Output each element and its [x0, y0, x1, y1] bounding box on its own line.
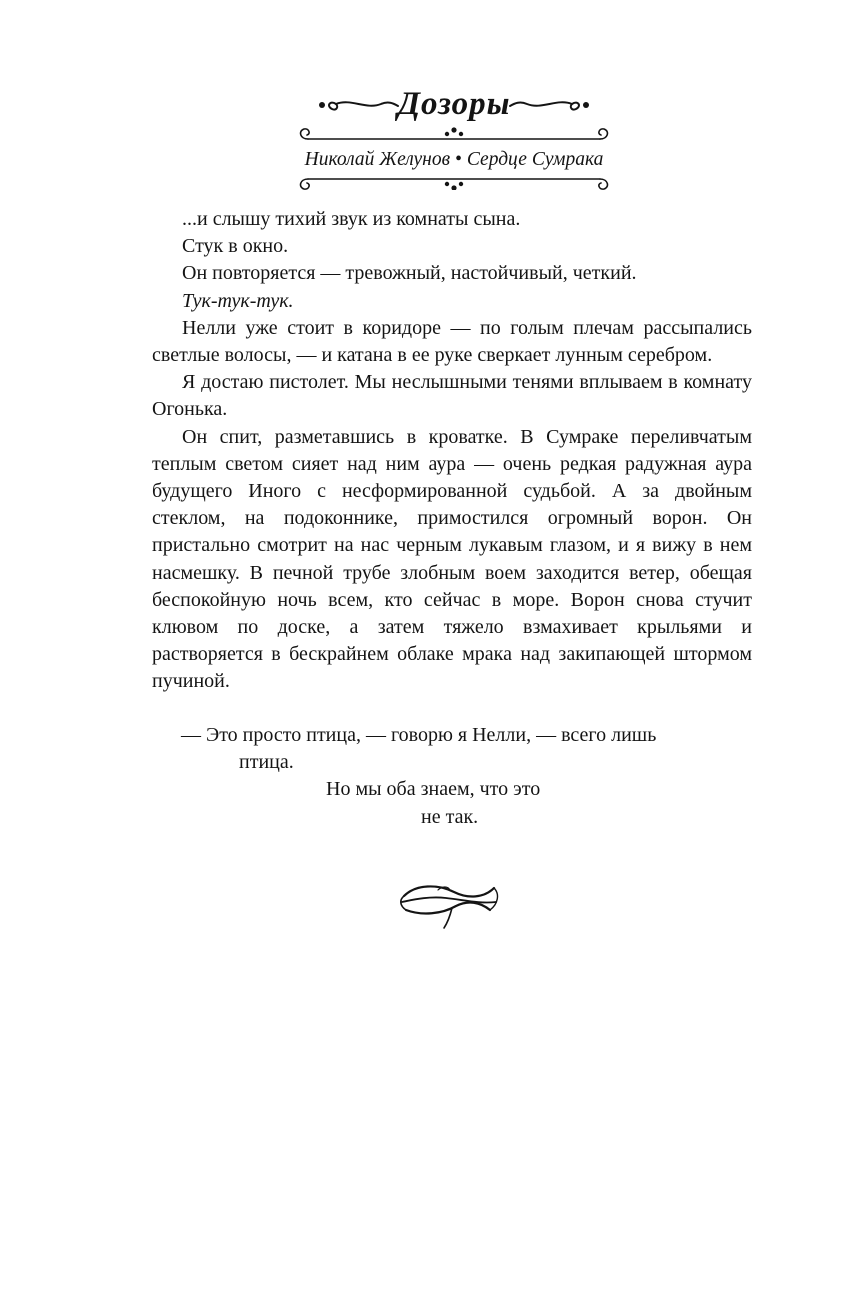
- book-title: Сердце Сумрака: [466, 149, 604, 170]
- paragraph: Я достаю пистолет. Мы неслышными тенями вплываем в комнату Огонька.: [152, 371, 752, 421]
- paragraph: Он повторяется — тревожный, настойчивый, четкий.: [182, 262, 637, 285]
- running-header: [296, 78, 612, 190]
- paragraph: Стук в окно.: [182, 235, 289, 258]
- lower-rule-dots: [445, 182, 463, 190]
- paragraph: Нелли уже стоит в коридоре — по голым плечам рассыпались светлые волосы, — и катана в ее руке сверкает лунным серебром.: [152, 316, 752, 367]
- end-flourish-ornament: [398, 876, 500, 930]
- paragraph: Он спит, разметавшись в кроватке. В Сумраке переливчатым теплым светом сияет над ним аура — очень редкая радужная аура будущего Иного с несформированной судьбой. А за двойным стеклом, на подоконнике, примостился огромный ворон. Он пристально смотрит на нас черным лукавым глазом, и я вижу в нем насмешку. В печной трубе злобным воем заходится ветер, обещая беспокойную ночь всем, кто сейчас в море. Ворон снова стучит клювом по доске, а затем тяжело взмахивает крыльями и растворяется в бескрайнем облаке мрака над закипающей штормом пучиной.: [152, 425, 752, 693]
- verse-line: — Это просто птица, — говорю я Нелли, — всего лишь: [181, 724, 657, 746]
- verse-line: Но мы оба знаем, что это: [326, 778, 541, 800]
- paragraph-italic: Тук-тук-тук.: [182, 289, 294, 312]
- author-name: Николай Желунов: [304, 149, 451, 170]
- paragraph: ...и слышу тихий звук из комнаты сына.: [182, 208, 521, 230]
- verse-line: птица.: [239, 751, 294, 773]
- main-text: [152, 206, 752, 696]
- separator-bullet: •: [455, 149, 462, 170]
- series-logo-title: Дозоры: [397, 86, 511, 122]
- running-head-text: [296, 148, 612, 172]
- upper-rule-dots: [445, 127, 463, 136]
- verse-line: не так.: [421, 806, 479, 828]
